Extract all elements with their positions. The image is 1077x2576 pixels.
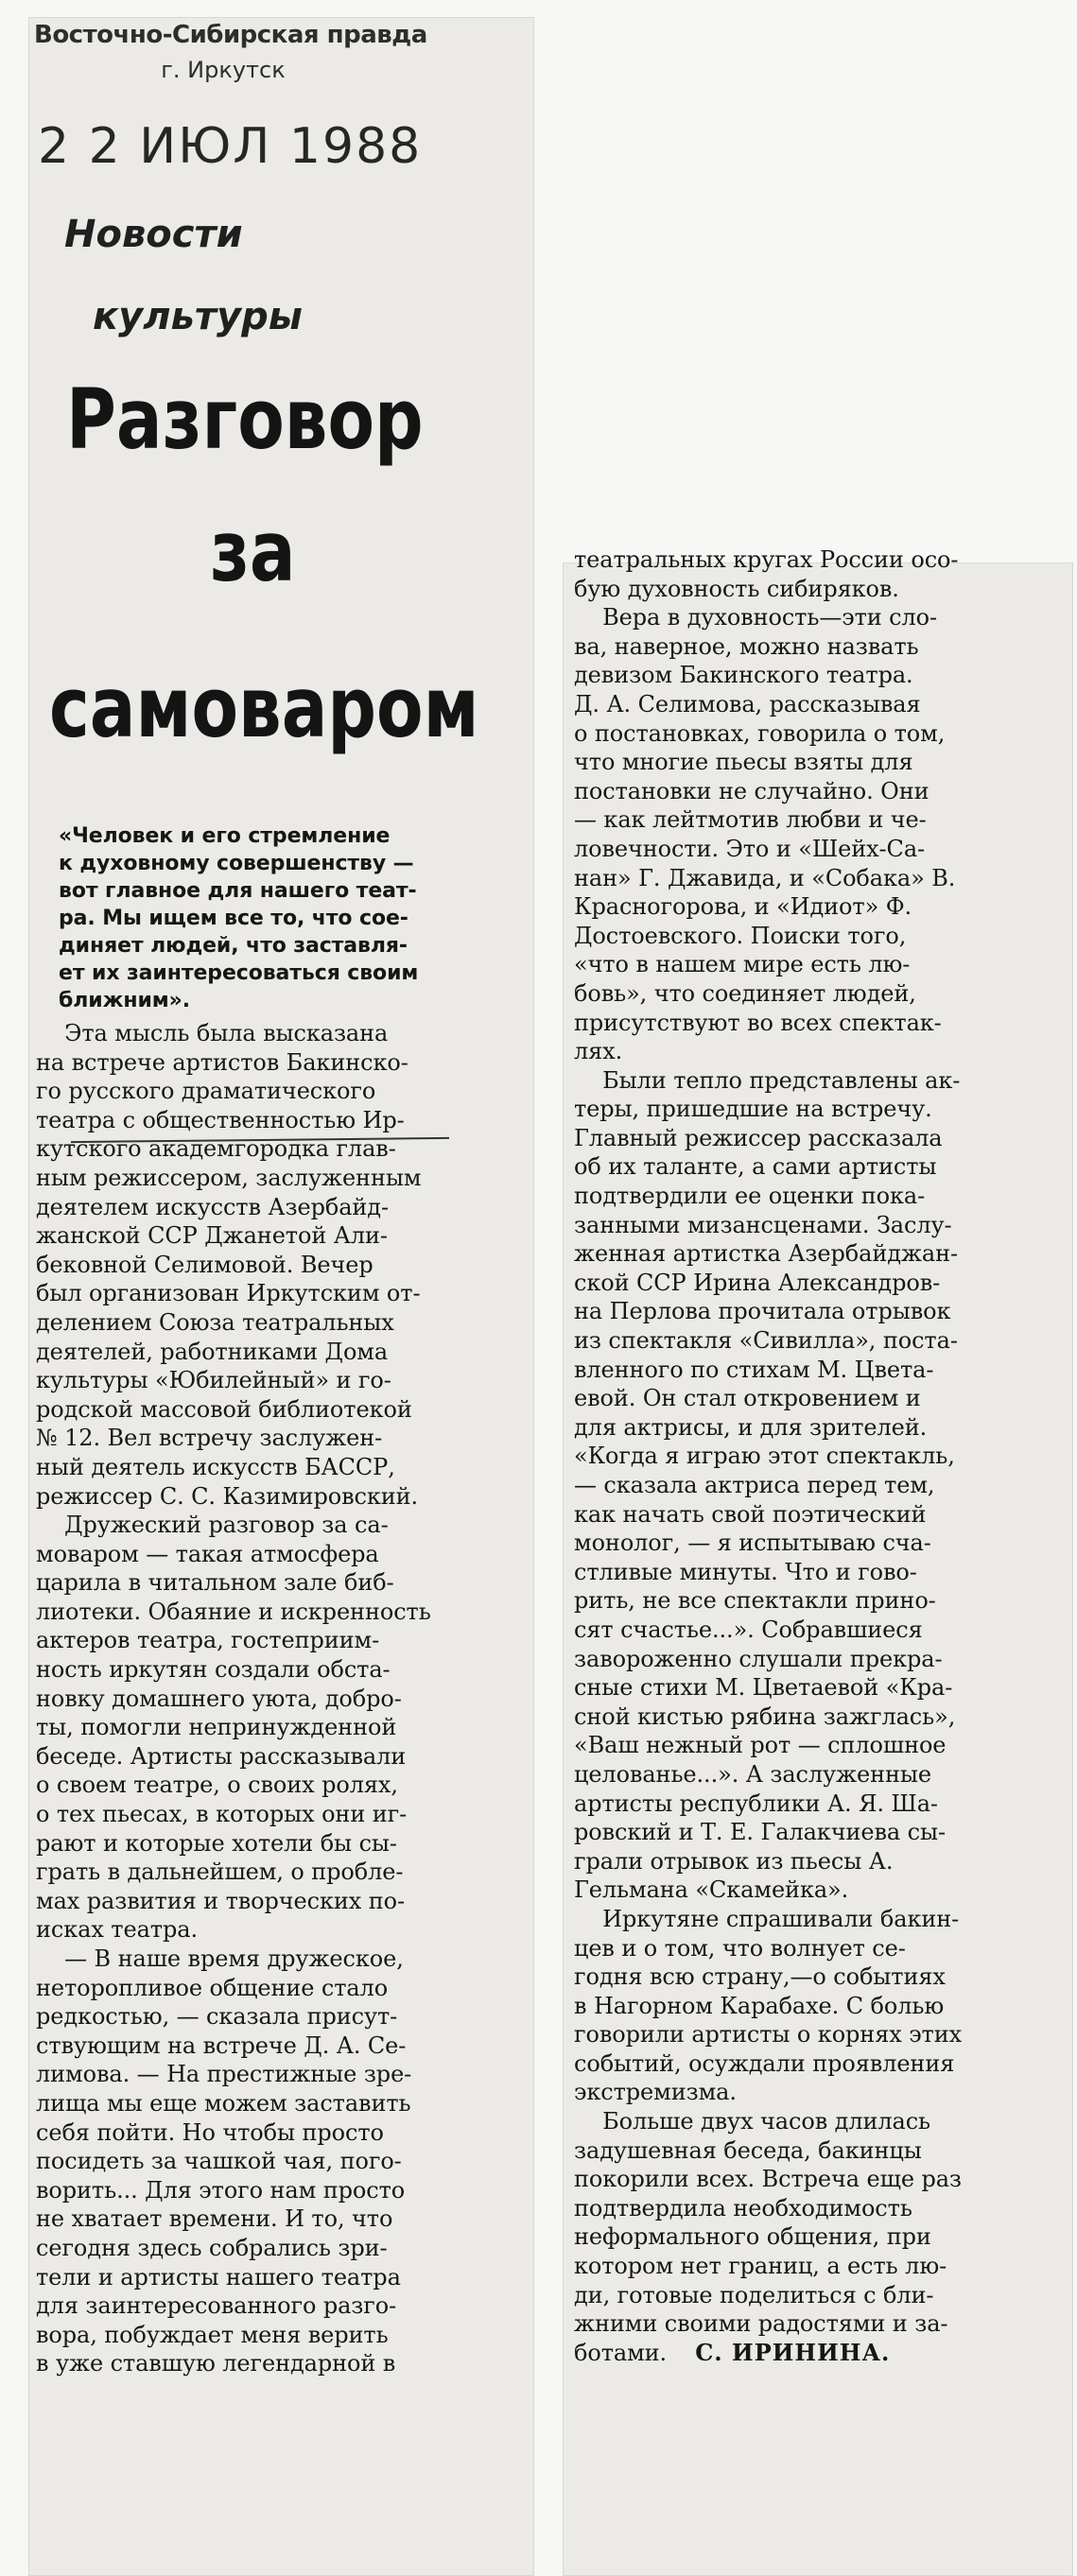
headline-line-1: Разговор [66,371,424,468]
stamp-city: г. Иркутск [161,57,286,83]
article-lead: «Человек и его стремление к духовному совершенству — вот главное для нашего теат- ра. Мы ищем все то, что сое- диняет людей, что заставля- ет их заинтересоваться своим ближним». [59,824,419,1012]
article-body-left-column: Эта мысль была высказана на встрече артистов Бакинско- го русского драматического театра с общественностью Ир- кутского академгородка глав- ным режиссером, заслуженным деятелем искусств Азербайд- жанской ССР Джанетой Али- бековной Селимовой. Вечер был организован Иркутским от- делением Союза театральных деятелей, работниками Дома культуры «Юбилейный» и го- родской массовой библиотекой № 12. Вел встречу заслужен- ный деятель искусств БАССР, режиссер С. С. Казимировский. Дружеский разговор за са- моваром — такая атмосфера царила в читальном зале биб- лиотеки. Обаяние и искренность актеров театра, гостеприим- ность иркутян создали обста- новку домашнего уюта, добро- ты, помогли непринужденной беседе. Артисты рассказывали о своем театре, о своих ролях, о тех пьесах, в которых они иг- рают и которые хотели бы сы- грать в дальнейшем, о пробле- мах развития и творческих по- исках театра. — В наше время дружеское, неторопливое общение стало редкостью, — сказала присут- ствующим на встрече Д. А. Се- лимова. — На престижные зре- лища мы еще можем заставить себя пойти. Но чтобы просто посидеть за чашкой чая, пого- ворить... Для этого нам просто не хватает времени. И то, что сегодня здесь собрались зри- тели и артисты нашего театра для заинтересованного разго- вора, побуждает меня верить в уже ставшую легендарной в [36,1020,431,2377]
stamp-date: 2 2 ИЮЛ 1988 [38,118,423,175]
rubric-line-1: Новости [64,213,243,256]
stamp-publication: Восточно-Сибирская правда [34,21,427,49]
headline-line-3: самоваром [49,659,479,756]
rubric-line-2: культуры [93,295,303,338]
headline-line-2: за [210,503,296,600]
article-author: С. ИРИНИНА. [695,2338,891,2366]
article-body-right-text: театральных кругах России осо- бую духовность сибиряков. Вера в духовность—эти сло- ва, наверное, можно назвать девизом Бакинского театра. Д. А. Селимова, рассказывая о постановках, говорила о том, что многие пьесы взяты для постановки не случайно. Они — как лейтмотив любви и че- ловечности. Это и «Шейх-Са- нан» Г. Джавида, и «Собака» В. Красногорова, и «Идиот» Ф. Достоевского. Поиски того, «что в нашем мире есть лю- бовь», что соединяет людей, присутствуют во всех спектак- лях. Были тепло представлены ак- теры, пришедшие на встречу. Главный режиссер рассказала об их таланте, а сами артисты подтвердили ее оценки пока- занными мизансценами. Заслу- женная артистка Азербайджан- ской ССР Ирина Александров- на Перлова прочитала отрывок из спектакля «Сивилла», поста- вленного по стихам М. Цвета- евой. Он стал откровением и для актрисы, и для зрителей. «Когда я играю этот спектакль, — сказала актриса перед тем, как начать свой поэтический монолог, — я испытываю сча- стливые минуты. Что и гово- рить, не все спектакли прино- сят счастье...». Собравшиеся завороженно слушали прекра- сные стихи М. Цветаевой «Кра- сной кистью рябина зажглась», «Ваш нежный рот — сплошное целованье...». А заслуженные артисты республики А. Я. Ша- ровский и Т. Е. Галакчиева сы- грали отрывок из пьесы А. Гельмана «Скамейка». Иркутяне спрашивали бакин- цев и о том, что волнует се- годня всю страну,—о событиях в Нагорном Карабахе. С болью говорили артисты о корнях этих событий, осуждали проявления экстремизма. Больше двух часов длилась задушевная беседа, бакинцы покорили всех. Встреча еще раз подтвердила необходимость неформального общения, при котором нет границ, а есть лю- ди, готовые поделиться с бли- жними своими радостями и за- ботами. [574,546,963,2366]
article-body-right-column [574,545,962,2367]
